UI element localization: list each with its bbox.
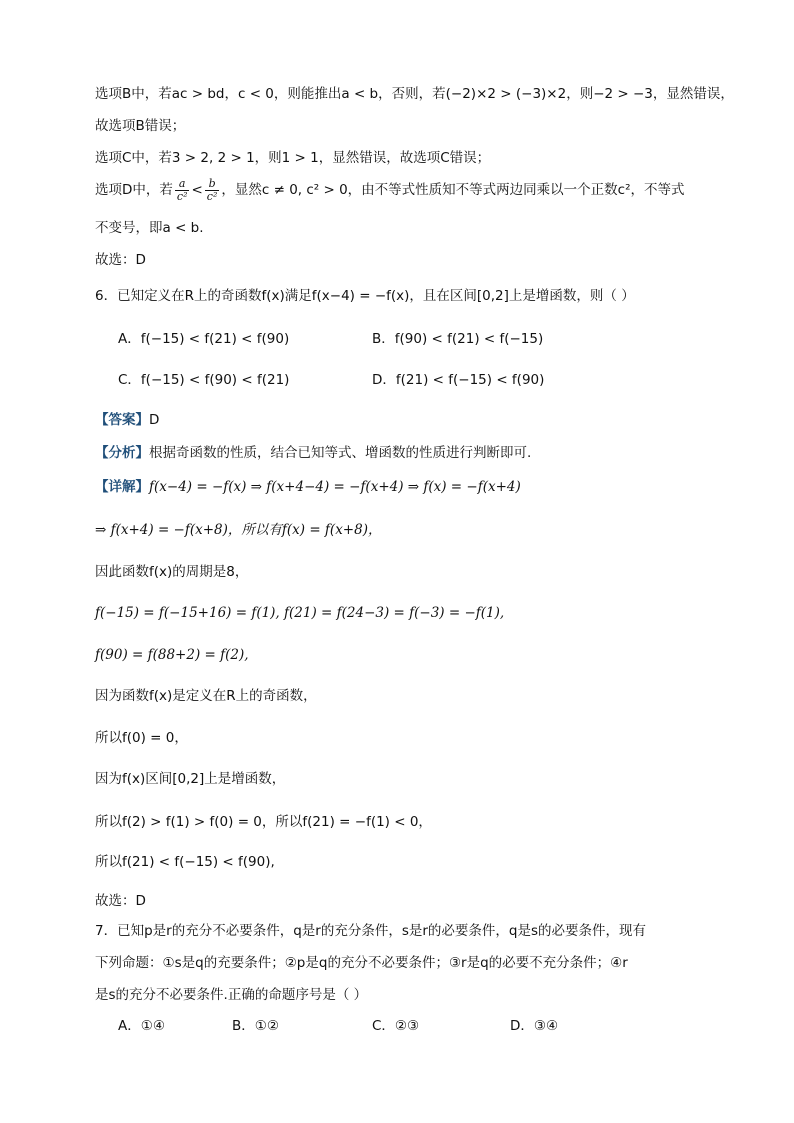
solution-step-6: 所以f(0) = 0， bbox=[95, 730, 188, 746]
fraction-b-over-c2: $\frac{b}{\text{c²}}$ bbox=[206, 176, 218, 203]
question-6-option-b: B．f(90) < f(21) < f(−15) bbox=[372, 331, 544, 347]
solution-step-2: 因此函数f(x)的周期是8， bbox=[95, 564, 249, 580]
question-6-option-d: D．f(21) < f(−15) < f(90) bbox=[372, 372, 545, 388]
analysis-line bbox=[95, 443, 531, 463]
analysis-text: 根据奇函数的性质，结合已知等式、增函数的性质进行判断即可. bbox=[149, 445, 532, 461]
answer-tag: 【答案】 bbox=[95, 412, 149, 428]
question-7-stem-line-3: 是s的充分不必要条件.正确的命题序号是（ ） bbox=[95, 987, 368, 1003]
detail-equation: f(x−4) = −f(x) ⇒ f(x+4−4) = −f(x+4) ⇒ f(x) = −f(x+4) bbox=[149, 479, 521, 495]
question-7-option-d: D．③④ bbox=[510, 1018, 559, 1034]
question-6-option-c: C．f(−15) < f(90) < f(21) bbox=[118, 372, 290, 388]
question-7-option-a: A．①④ bbox=[118, 1018, 165, 1034]
question-7-option-b: B．①② bbox=[232, 1018, 279, 1034]
option-b-analysis-line: 选项B中，若ac > bd，c < 0，则能推出a < b，否则，若(−2)×2 > (−3)×2，则−2 > −3，显然错误， bbox=[95, 86, 734, 102]
question-6-option-a: A．f(−15) < f(21) < f(90) bbox=[118, 331, 290, 347]
solution-step-4: f(90) = f(88+2) = f(2), bbox=[95, 647, 249, 663]
option-d-prefix: 选项D中，若 bbox=[95, 182, 173, 198]
question-7-stem-line-1: 7．已知p是r的充分不必要条件，q是r的充分条件，s是r的必要条件，q是s的必要条件，现有 bbox=[95, 923, 647, 939]
option-d-conclusion-line: 不变号，即a < b. bbox=[95, 220, 204, 236]
detail-tag: 【详解】 bbox=[95, 479, 149, 495]
question-7-option-c: C．②③ bbox=[372, 1018, 420, 1034]
solution-step-1: ⇒ f(x+4) = −f(x+8)，所以有f(x) = f(x+8)， bbox=[95, 522, 382, 538]
q6-answer-line: 故选：D bbox=[95, 893, 146, 909]
solution-step-5: 因为函数f(x)是定义在R上的奇函数， bbox=[95, 688, 317, 704]
answer-value: D bbox=[149, 412, 160, 428]
question-7-stem-line-2: 下列命题：①s是q的充要条件；②p是q的充分不必要条件；③r是q的必要不充分条件；④r bbox=[95, 955, 628, 971]
option-d-analysis-line bbox=[95, 176, 685, 204]
q5-answer-line: 故选：D bbox=[95, 252, 146, 268]
less-than-sign: < bbox=[191, 182, 203, 198]
answer-line bbox=[95, 410, 159, 430]
solution-step-7: 因为f(x)区间[0,2]上是增函数， bbox=[95, 771, 286, 787]
detail-line bbox=[95, 477, 521, 497]
option-d-suffix: ，显然c ≠ 0, c² > 0，由不等式性质知不等式两边同乘以一个正数c²，不等式 bbox=[221, 182, 685, 198]
solution-step-8: 所以f(2) > f(1) > f(0) = 0，所以f(21) = −f(1) < 0， bbox=[95, 814, 432, 830]
analysis-tag: 【分析】 bbox=[95, 445, 149, 461]
question-6-stem: 6．已知定义在R上的奇函数f(x)满足f(x−4) = −f(x)，且在区间[0,2]上是增函数，则（ ） bbox=[95, 288, 635, 304]
solution-step-9: 所以f(21) < f(−15) < f(90), bbox=[95, 854, 275, 870]
fraction-a-over-c2: $\frac{a}{\text{c²}}$ bbox=[176, 176, 188, 203]
option-c-analysis-line: 选项C中，若3 > 2, 2 > 1，则1 > 1，显然错误，故选项C错误； bbox=[95, 150, 491, 166]
solution-step-3: f(−15) = f(−15+16) = f(1), f(21) = f(24−3) = f(−3) = −f(1), bbox=[95, 605, 505, 621]
option-b-conclusion-line: 故选项B错误； bbox=[95, 118, 186, 134]
